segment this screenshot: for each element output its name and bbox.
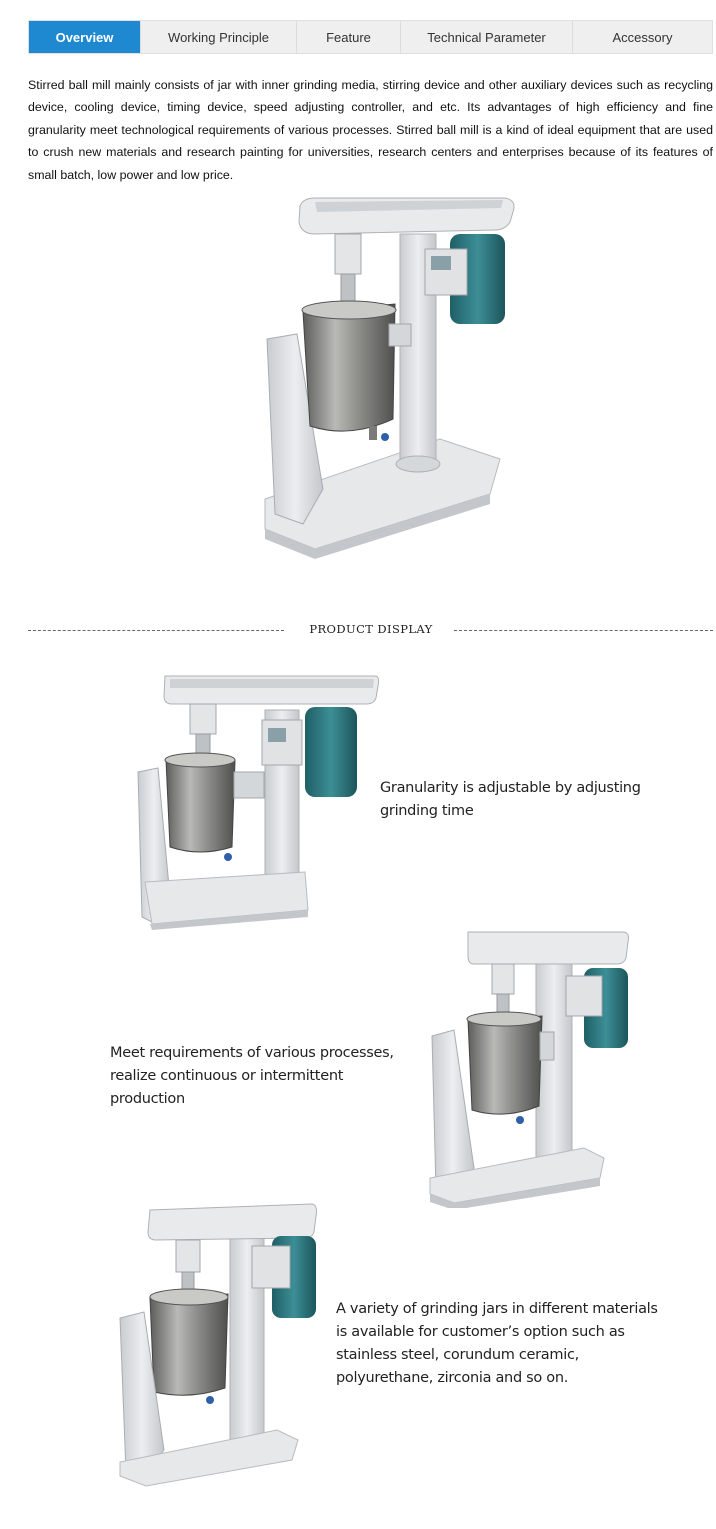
divider-line-left xyxy=(28,630,284,631)
ball-mill-front-photo xyxy=(130,672,380,930)
product-tabs xyxy=(28,20,713,54)
caption-requirements: Meet requirements of various processes, realize continuous or intermittent production xyxy=(110,1045,394,1107)
ball-mill-angle-photo xyxy=(424,928,634,1208)
caption-jar-materials: A variety of grinding jars in different materials is available for customer’s option such as stainless steel, corundum ceramic, polyurethane, zirconia and so on. xyxy=(336,1301,658,1386)
tab-overview[interactable]: Overview xyxy=(29,21,141,53)
divider-line-right xyxy=(454,630,713,631)
caption-granularity: Granularity is adjustable by adjusting grinding time xyxy=(380,780,641,819)
tab-working-principle[interactable]: Working Principle xyxy=(141,21,297,53)
tab-feature[interactable]: Feature xyxy=(297,21,401,53)
ball-mill-jar-photo xyxy=(112,1200,324,1490)
tab-accessory[interactable]: Accessory xyxy=(612,29,673,45)
tab-technical-parameter[interactable]: Technical Parameter xyxy=(401,21,573,53)
product-display-divider xyxy=(28,622,713,638)
section-title: PRODUCT DISPLAY xyxy=(309,622,433,636)
overview-description: Stirred ball mill mainly consists of jar with inner grinding media, stirring device and other auxiliary devices such as recycling device, cooling device, timing device, speed adjusting controller, and etc. Its advantages of high efficiency and fine granularity meet technological requirements of various processes. Stirred ball mill is a kind of ideal equipment that are used to crush new materials and research painting for universities, research centers and enterprises because of its features of small batch, low power and low price. xyxy=(28,78,713,182)
stirred-ball-mill-photo xyxy=(255,194,517,599)
